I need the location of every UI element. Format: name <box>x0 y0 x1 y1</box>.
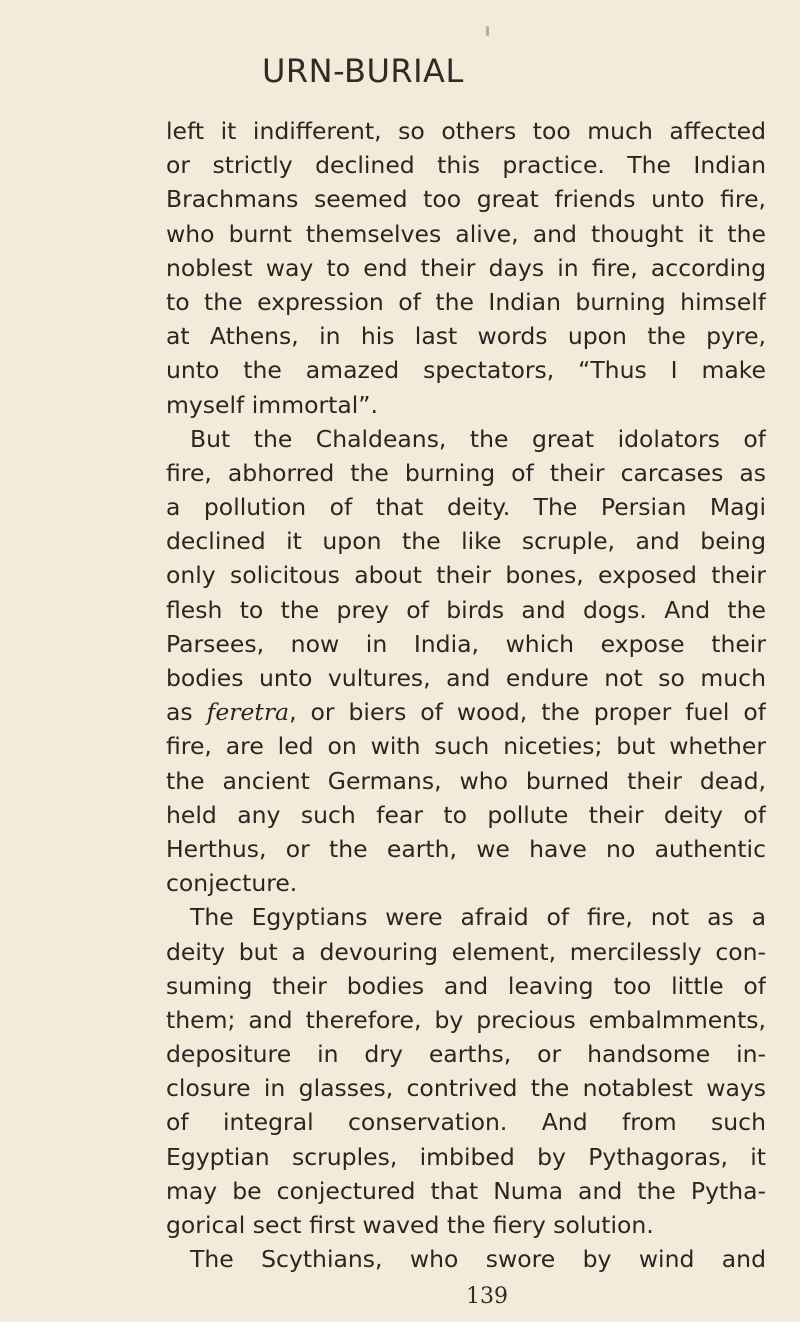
body-text <box>166 114 766 1276</box>
page-number: 139 <box>466 1284 508 1309</box>
text-segment: , or biers of wood, the proper fuel of <box>289 698 766 727</box>
text-line: gorical sect first waved the fiery solution. <box>166 1211 654 1239</box>
paragraph-start-line: The Egyptians were afraid of fire, not as a <box>190 903 766 932</box>
text-line: conjecture. <box>166 869 298 898</box>
text-line: closure in glasses, contrived the notablest ways <box>166 1074 766 1103</box>
text-line: Herthus, or the earth, we have no authentic <box>166 834 766 863</box>
text-line: fire, abhorred the burning of their carcases as <box>166 458 766 487</box>
text-line: to the expression of the Indian burning himself <box>166 287 766 316</box>
ink-speck <box>486 26 489 36</box>
text-line: deity but a devouring element, mercilessly con- <box>166 937 766 966</box>
text-line: left it indifferent, so others too much affected <box>166 117 766 145</box>
text-line: only solicitous about their bones, exposed their <box>166 561 766 590</box>
text-line: flesh to the prey of birds and dogs. And the <box>166 595 766 624</box>
text-line: at Athens, in his last words upon the pyre, <box>166 322 766 351</box>
text-line: fire, are led on with such niceties; but whether <box>166 732 766 761</box>
text-line: suming their bodies and leaving too little of <box>166 971 766 1000</box>
text-line: Parsees, now in India, which expose their <box>166 629 766 658</box>
italic-term: feretra <box>206 698 290 727</box>
running-head: URN-BURIAL <box>262 52 464 90</box>
text-line: may be conjectured that Numa and the Pytha- <box>166 1176 766 1205</box>
text-line: who burnt themselves alive, and thought it the <box>166 219 766 248</box>
text-line: or strictly declined this practice. The Indian <box>166 151 766 180</box>
text-line: bodies unto vultures, and endure not so much <box>166 664 766 692</box>
text-line: noblest way to end their days in fire, according <box>166 253 766 282</box>
text-line <box>166 695 766 729</box>
text-line: declined it upon the like scruple, and being <box>166 527 766 556</box>
text-line: the ancient Germans, who burned their dead, <box>166 766 766 795</box>
text-segment: as <box>166 698 207 727</box>
text-line: myself immortal”. <box>166 390 378 419</box>
text-line: of integral conservation. And from such <box>166 1108 766 1137</box>
text-line: Brachmans seemed too great friends unto fire, <box>166 185 766 214</box>
text-line: held any such fear to pollute their deity of <box>166 800 766 829</box>
paragraph-start-line: But the Chaldeans, the great idolators of <box>190 424 766 453</box>
text-line: depositure in dry earths, or handsome in- <box>166 1040 766 1069</box>
text-line: a pollution of that deity. The Persian Magi <box>166 493 766 522</box>
text-line: them; and therefore, by precious embalmments, <box>166 1005 766 1034</box>
paragraph-start-line: The Scythians, who swore by wind and <box>190 1245 766 1274</box>
text-line: unto the amazed spectators, “Thus I make <box>166 356 766 385</box>
text-line: Egyptian scruples, imbibed by Pythagoras, it <box>166 1142 766 1171</box>
